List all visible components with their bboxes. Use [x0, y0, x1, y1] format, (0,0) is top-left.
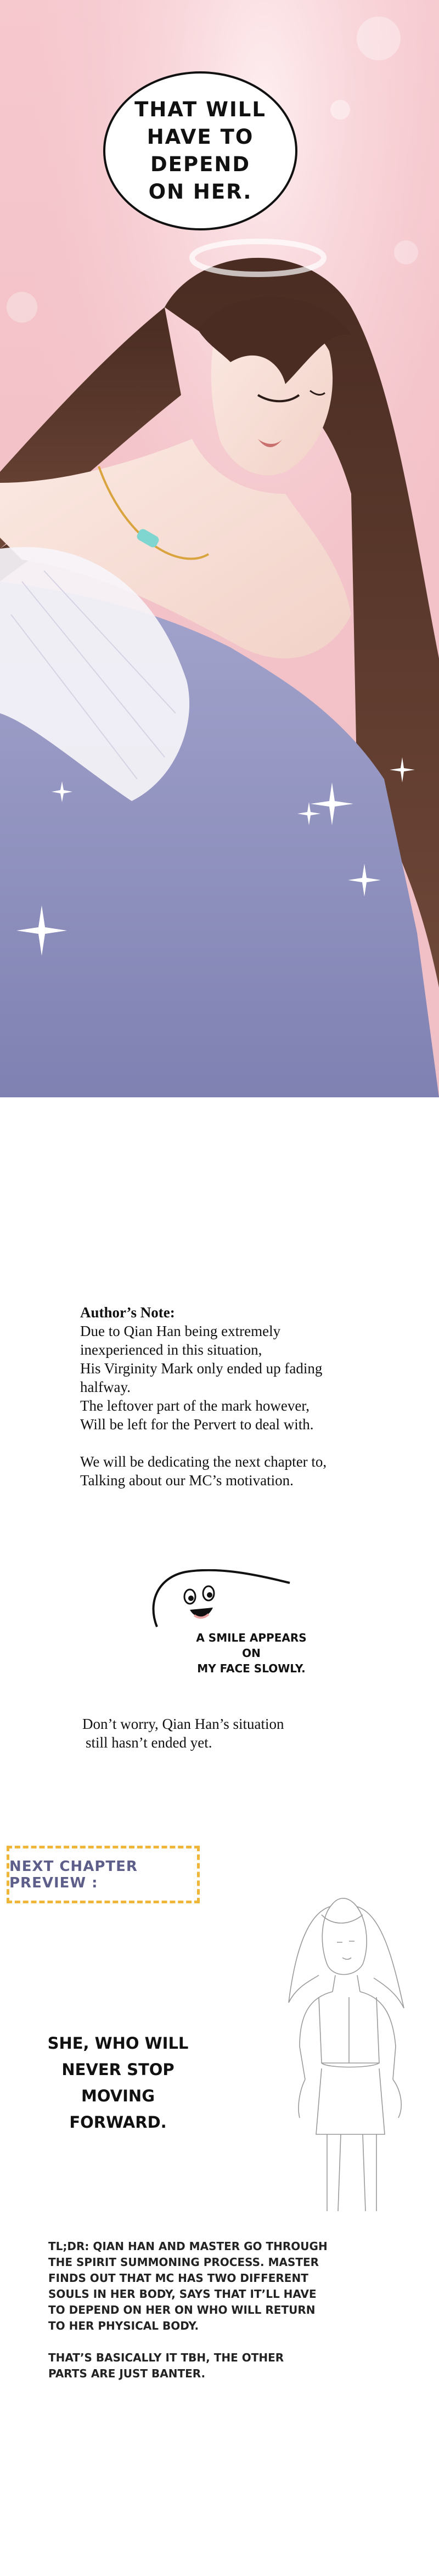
- smile-caption-line: MY FACE SLOWLY.: [197, 1662, 306, 1675]
- tldr-summary: [48, 2239, 378, 2398]
- tldr-line: TO HER PHYSICAL BODY.: [48, 2319, 199, 2332]
- authors-note-line: Due to Qian Han being extremely: [80, 1323, 281, 1339]
- speech-bubble: [103, 71, 297, 230]
- preview-caption-line: FORWARD.: [69, 2113, 167, 2132]
- tldr-line: SOULS IN HER BODY, SAYS THAT IT’LL HAVE: [48, 2287, 317, 2301]
- tldr-footer-line: PARTS ARE JUST BANTER.: [48, 2367, 206, 2380]
- tldr-footer-line: THAT’S BASICALLY IT TBH, THE OTHER: [48, 2351, 284, 2364]
- authors-note-heading: Author’s Note:: [80, 1304, 175, 1321]
- manga-panel: [0, 0, 439, 1097]
- preview-caption-line: NEVER STOP MOVING: [61, 2060, 175, 2105]
- character-sketch: [267, 1882, 431, 2222]
- smile-caption-line: A SMILE APPEARS ON: [196, 1631, 307, 1660]
- preview-caption: [27, 2030, 209, 2135]
- tldr-line: TO DEPEND ON HER ON WHO WILL RETURN: [48, 2303, 316, 2316]
- worry-note-line: Don’t worry, Qian Han’s situation: [82, 1716, 284, 1732]
- tldr-line: THE SPIRIT SUMMONING PROCESS. MASTER: [48, 2256, 319, 2269]
- preview-caption-line: SHE, WHO WILL: [47, 2034, 189, 2053]
- speech-bubble-text: THAT WILL HAVE TO DEPEND ON HER.: [134, 98, 266, 204]
- tldr-line: TL;DR: QIAN HAN AND MASTER GO THROUGH: [48, 2240, 328, 2253]
- worry-note: [82, 1715, 368, 1752]
- worry-note-line: still hasn’t ended yet.: [86, 1734, 212, 1751]
- smiley-face-icon: [147, 1569, 295, 1630]
- authors-note: [80, 1303, 387, 1490]
- authors-note-line: Will be left for the Pervert to deal with.: [80, 1416, 314, 1433]
- authors-note-line: halfway.: [80, 1379, 131, 1395]
- tldr-line: FINDS OUT THAT MC HAS TWO DIFFERENT: [48, 2271, 308, 2285]
- authors-note-line: The leftover part of the mark however,: [80, 1397, 309, 1414]
- next-chapter-preview-label: [7, 1846, 200, 1903]
- authors-note-line: Talking about our MC’s motivation.: [80, 1472, 294, 1489]
- authors-note-line: His Virginity Mark only ended up fading: [80, 1360, 323, 1377]
- authors-note-line: We will be dedicating the next chapter to,: [80, 1453, 327, 1470]
- next-chapter-preview-text: NEXT CHAPTER PREVIEW :: [9, 1858, 138, 1891]
- smile-caption: [185, 1630, 317, 1676]
- authors-note-line: inexperienced in this situation,: [80, 1341, 262, 1358]
